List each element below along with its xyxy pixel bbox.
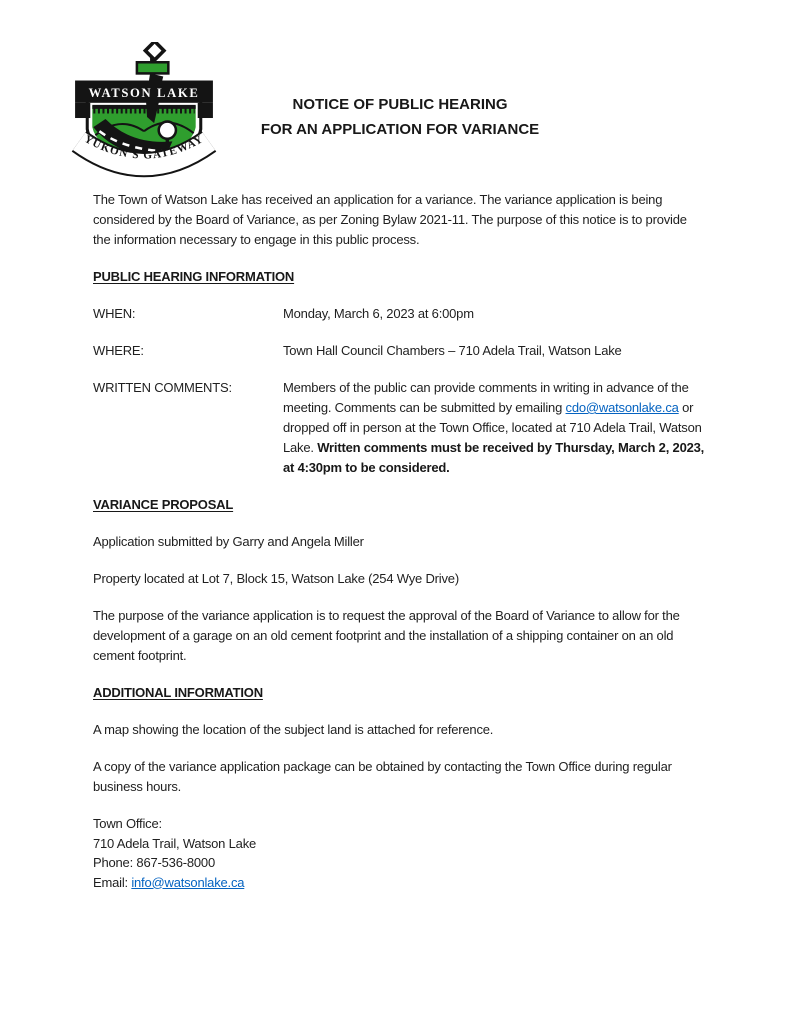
document-header [0, 0, 800, 190]
where-value: Town Hall Council Chambers – 710 Adela Trail, Watson Lake [283, 343, 622, 358]
cdo-email-link[interactable]: cdo@watsonlake.ca [565, 400, 679, 415]
written-comments-text-before: Members of the public can provide comments in writing in advance of the meeting. Comments can be submitted by emailing [283, 380, 689, 415]
where-row [93, 341, 707, 361]
contact-office-label: Town Office: [93, 816, 162, 831]
written-comments-value [283, 378, 707, 478]
when-value: Monday, March 6, 2023 at 6:00pm [283, 306, 474, 321]
document-body [93, 190, 707, 892]
intro-paragraph: The Town of Watson Lake has received an application for a variance. The variance application is being considered by the Board of Variance, as per Zoning Bylaw 2021-11. The purpose of this notice is to provide the information necessary to engage in this public process. [93, 192, 687, 247]
document-title [0, 92, 800, 142]
when-row [93, 304, 707, 324]
info-email-link[interactable]: info@watsonlake.ca [131, 874, 245, 890]
property-paragraph: Property located at Lot 7, Block 15, Watson Lake (254 Wye Drive) [93, 571, 459, 586]
logo-banner-text: WATSON LAKE [88, 86, 200, 101]
written-comments-text-after: or dropped off in person at the Town Office, located at 710 Adela Trail, Watson Lake. [283, 400, 702, 455]
written-comments-row [93, 378, 707, 478]
written-comments-label: WRITTEN COMMENTS: [93, 380, 232, 395]
title-line-2: FOR AN APPLICATION FOR VARIANCE [260, 121, 540, 138]
purpose-paragraph: The purpose of the variance application is to request the approval of the Board of Variance to allow for the development of a garage on an old cement footprint and the installation of a shipping container on an old cement footprint. [93, 608, 680, 663]
map-note-paragraph: A map showing the location of the subject land is attached for reference. [93, 722, 494, 737]
contact-phone: Phone: 867-536-8000 [93, 855, 215, 870]
section-heading-additional-information: ADDITIONAL INFORMATION [93, 685, 263, 700]
copy-note-paragraph: A copy of the variance application package can be obtained by contacting the Town Office during regular business hours. [93, 759, 672, 794]
section-heading-public-hearing-information: PUBLIC HEARING INFORMATION [93, 269, 295, 284]
written-comments-deadline: Written comments must be received by Thursday, March 2, 2023, at 4:30pm to be considered. [283, 440, 705, 475]
contact-email-label: Email: [93, 874, 132, 890]
contact-address: 710 Adela Trail, Watson Lake [93, 835, 257, 851]
logo-ribbon-text: YUKON'S GATEWAY [82, 132, 206, 162]
contact-block [93, 814, 707, 892]
where-label: WHERE: [93, 343, 144, 358]
when-label: WHEN: [93, 306, 136, 321]
contact-email-line [93, 873, 707, 893]
section-heading-variance-proposal: VARIANCE PROPOSAL [93, 497, 234, 512]
applicant-paragraph: Application submitted by Garry and Angela Miller [93, 534, 364, 549]
title-line-1: NOTICE OF PUBLIC HEARING [292, 96, 508, 113]
